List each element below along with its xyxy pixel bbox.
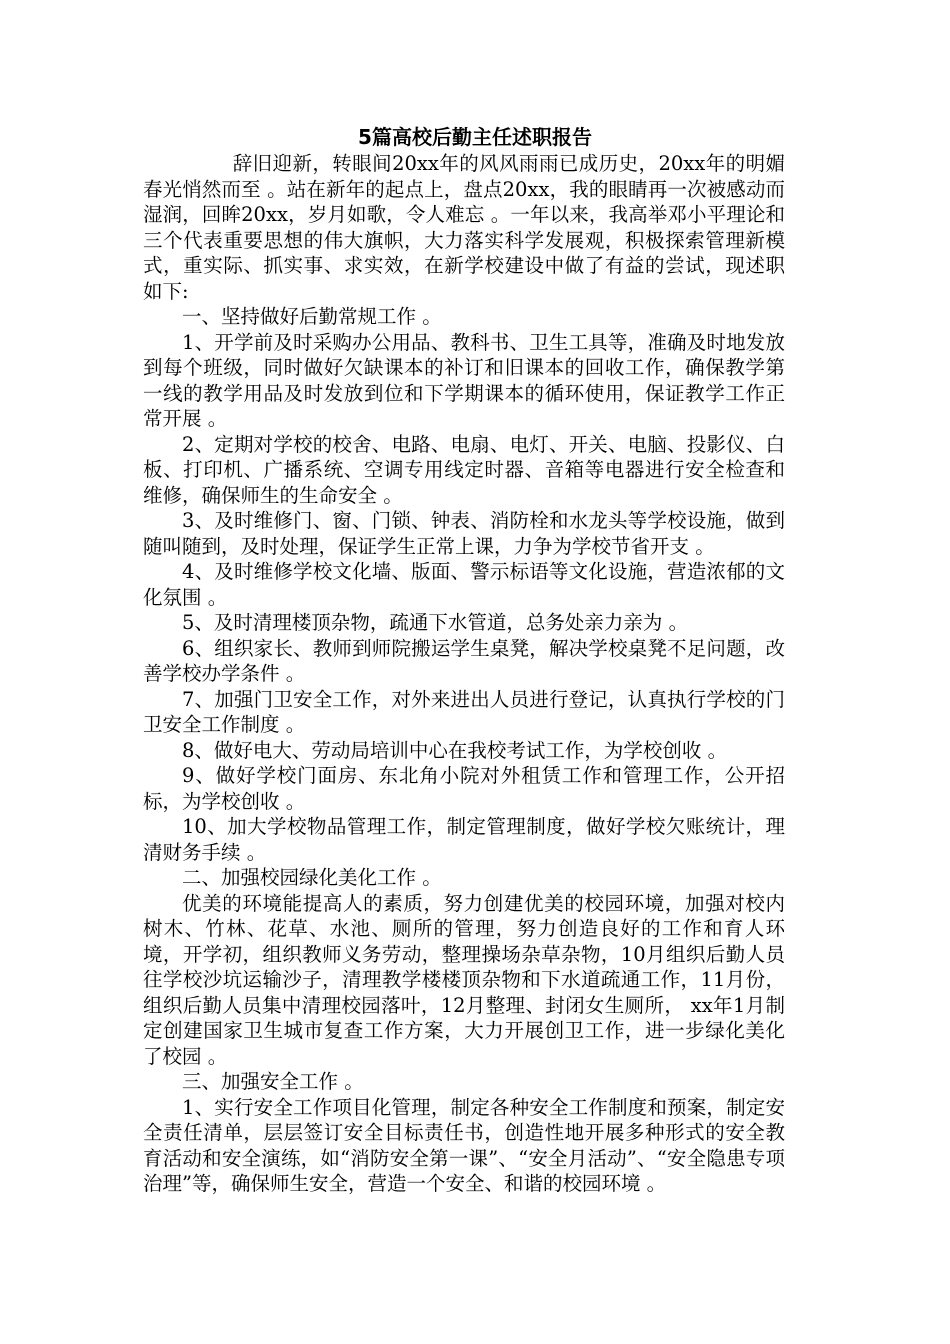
section-heading-2: 二、加强校园绿化美化工作 。	[182, 866, 442, 889]
section-heading-1: 一、坚持做好后勤常规工作 。	[182, 305, 442, 328]
paragraph-item-5: 5、及时清理楼顶杂物，疏通下水管道，总务处亲力亲为 。	[182, 611, 689, 634]
paragraph-item-7: 7、加强门卫安全工作，对外来进出人员进行登记，认真执行学校的门卫安全工作制度 。	[143, 687, 785, 736]
paragraph-item-4: 4、及时维修学校文化墙、版面、警示标语等文化设施，营造浓郁的文化氛围 。	[143, 560, 785, 609]
paragraph-item-1: 1、开学前及时采购办公用品、教科书、卫生工具等，准确及时地发放到每个班级，同时做好欠缺课本的补订和旧课本的回收工作，确保教学第一线的教学用品及时发放到位和下学期课本的循环使用，保证教学工作正常开展 。	[143, 330, 785, 430]
paragraph-safety-1: 1、实行安全工作项目化管理，制定各种安全工作制度和预案，制定安全责任清单，层层签订安全目标责任书，创造性地开展多种形式的安全教育活动和安全演练，如“消防安全第一课”、“安全月活动”、“安全隐患专项治理”等，确保师生安全，营造一个安全、和谐的校园环境 。	[143, 1095, 785, 1195]
paragraph-greening: 优美的环境能提高人的素质，努力创建优美的校园环境，加强对校内树木、竹林、花草、水池、厕所的管理，努力创造良好的工作和育人环境，开学初，组织教师义务劳动，整理操场杂草杂物，10月组织后勤人员往学校沙坑运输沙子，清理教学楼楼顶杂物和下水道疏通工作，11月份，组织后勤人员集中清理校园落叶，12月整理、封闭女生厕所， xx年1月制定创建国家卫生城市复查工作方案，大力开展创卫工作，进一步绿化美化了校园 。	[143, 891, 785, 1068]
paragraph-item-10: 10、加大学校物品管理工作，制定管理制度，做好学校欠账统计，理清财务手续 。	[143, 815, 785, 864]
document-body	[143, 151, 785, 1197]
document-title: 5篇高校后勤主任述职报告	[358, 125, 592, 149]
section-heading-3: 三、加强安全工作 。	[182, 1070, 364, 1093]
paragraph-item-6: 6、组织家长、教师到师院搬运学生桌凳，解决学校桌凳不足问题，改善学校办学条件 。	[143, 636, 785, 685]
paragraph-item-9: 9、做好学校门面房、东北角小院对外租赁工作和管理工作，公开招标，为学校创收 。	[143, 764, 785, 813]
paragraph-item-2: 2、定期对学校的校舍、电路、电扇、电灯、开关、电脑、投影仪、白板、打印机、广播系统、空调专用线定时器、音箱等电器进行安全检查和维修，确保师生的生命安全 。	[143, 432, 785, 507]
paragraph-item-8: 8、做好电大、劳动局培训中心在我校考试工作，为学校创收 。	[182, 738, 728, 762]
paragraph-item-3: 3、及时维修门、窗、门锁、钟表、消防栓和水龙头等学校设施，做到随叫随到，及时处理，保证学生正常上课，力争为学校节省开支 。	[143, 509, 785, 558]
paragraph-intro: 辞旧迎新，转眼间20xx年的风风雨雨已成历史，20xx年的明媚春光悄然而至 。站在新年的起点上，盘点20xx，我的眼睛再一次被感动而湿润，回眸20xx，岁月如歌，令人难忘 。一年以来，我高举邓小平理论和三个代表重要思想的伟大旗帜，大力落实科学发展观，积极探索管理新模式，重实际、抓实事、求实效，在新学校建设中做了有益的尝试，现述职如下:	[143, 152, 785, 303]
